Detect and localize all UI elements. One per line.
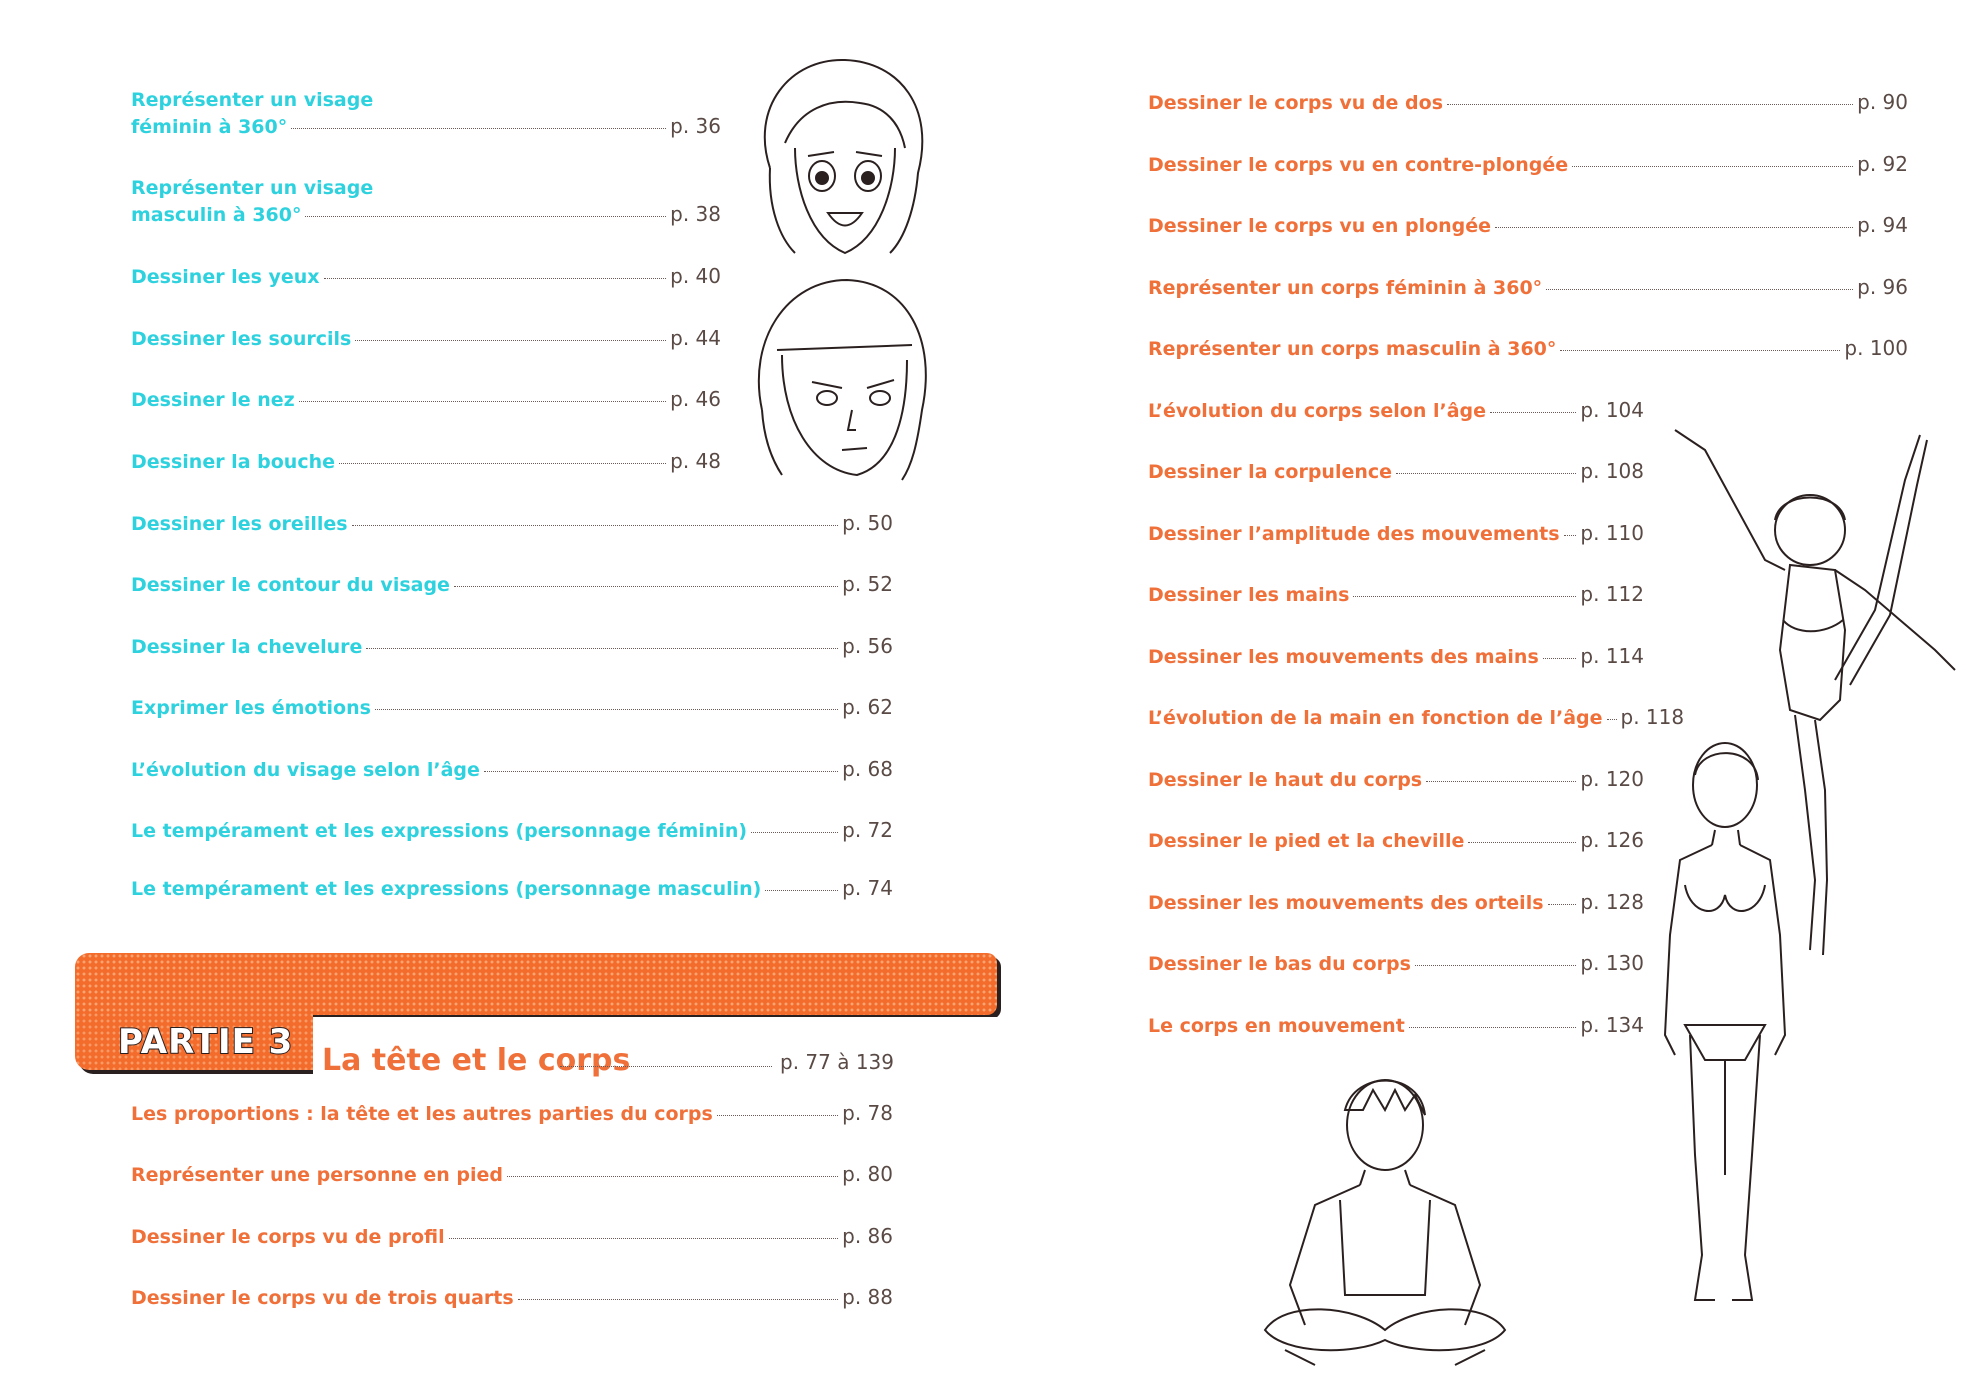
toc-entry-title: Dessiner le corps vu en plongée (1148, 215, 1492, 237)
leader-dots (1564, 535, 1577, 536)
toc-entry-title: Représenter un corps masculin à 360° (1148, 338, 1557, 360)
toc-page-number: p. 92 (1857, 152, 1908, 176)
leader-dots (484, 771, 838, 772)
toc-entry[interactable] (131, 572, 893, 597)
toc-entry[interactable] (131, 387, 721, 412)
toc-page-number: p. 96 (1857, 275, 1908, 299)
toc-entry-title: Dessiner le bas du corps (1148, 953, 1411, 975)
leader-dots (1409, 1027, 1577, 1028)
toc-page-number: p. 104 (1580, 398, 1644, 422)
toc-entry[interactable] (131, 1285, 893, 1310)
toc-entry-title: Dessiner les mouvements des mains (1148, 646, 1539, 668)
toc-entry-title: L’évolution du corps selon l’âge (1148, 400, 1487, 422)
toc-entry[interactable] (1148, 90, 1908, 115)
leader-dots (1543, 658, 1577, 659)
leader-dots (1426, 781, 1576, 782)
toc-page-number: p. 88 (842, 1285, 893, 1309)
leader-dots (1572, 166, 1853, 167)
toc-page-number: p. 38 (670, 202, 721, 226)
leader-dots (324, 278, 667, 279)
toc-page-number: p. 36 (670, 114, 721, 138)
toc-entry-title: Dessiner le corps vu de dos (1148, 92, 1444, 114)
toc-entry[interactable] (1148, 398, 1644, 423)
toc-entry-title: Dessiner la chevelure (131, 636, 363, 658)
toc-entry-title: Dessiner les yeux (131, 266, 320, 288)
toc-entry-line2: féminin à 360° (131, 116, 288, 138)
toc-entry-title: Dessiner le corps vu de profil (131, 1226, 445, 1248)
toc-entry[interactable] (1148, 275, 1908, 300)
toc-entry[interactable] (131, 511, 893, 536)
toc-entry[interactable] (1148, 767, 1644, 792)
leader-dots (355, 340, 666, 341)
leader-dots (1468, 842, 1576, 843)
leader-dots (454, 586, 838, 587)
toc-page-number: p. 126 (1580, 828, 1644, 852)
toc-entry-title: Le corps en mouvement (1148, 1015, 1405, 1037)
toc-entry[interactable] (131, 1101, 893, 1126)
toc-entry[interactable] (1148, 890, 1644, 915)
toc-page-number: p. 134 (1580, 1013, 1644, 1037)
toc-entry[interactable] (131, 876, 893, 901)
toc-page-number: p. 50 (842, 511, 893, 535)
leader-dots (560, 1066, 772, 1067)
toc-page-number: p. 90 (1857, 90, 1908, 114)
toc-entry[interactable] (131, 1162, 893, 1187)
toc-entry-title: Dessiner le pied et la cheville (1148, 830, 1465, 852)
toc-page-number: p. 128 (1580, 890, 1644, 914)
toc-entry[interactable] (1148, 152, 1908, 177)
part-page-range: p. 77 à 139 (780, 1050, 895, 1074)
leader-dots (1607, 719, 1617, 720)
toc-page-number: p. 68 (842, 757, 893, 781)
toc-entry-title: Dessiner le haut du corps (1148, 769, 1423, 791)
leader-dots (1447, 104, 1853, 105)
toc-entry[interactable] (131, 1224, 893, 1249)
toc-entry-title: Dessiner la corpulence (1148, 461, 1393, 483)
leader-dots (1548, 904, 1577, 905)
toc-page-number: p. 40 (670, 264, 721, 288)
toc-entry[interactable] (1148, 459, 1644, 484)
toc-page-number: p. 114 (1580, 644, 1644, 668)
toc-entry[interactable] (1148, 951, 1644, 976)
toc-page-number: p. 130 (1580, 951, 1644, 975)
toc-entry[interactable] (1148, 521, 1644, 546)
toc-entry-visage-masculin[interactable] (131, 175, 721, 228)
toc-page-number: p. 94 (1857, 213, 1908, 237)
toc-entry-title: Dessiner les oreilles (131, 513, 348, 535)
toc-entry-title: L’évolution de la main en fonction de l’âge (1148, 707, 1603, 729)
leader-dots (1396, 473, 1576, 474)
toc-page-number: p. 118 (1620, 705, 1685, 729)
leader-dots (1560, 350, 1840, 351)
leader-dots (375, 709, 838, 710)
part-banner (75, 953, 997, 1015)
leader-dots (1415, 965, 1577, 966)
toc-entry[interactable] (131, 326, 721, 351)
toc-page-number: p. 86 (842, 1224, 893, 1248)
toc-entry[interactable] (131, 449, 721, 474)
toc-page-number: p. 52 (842, 572, 893, 596)
toc-entry-title: Dessiner le contour du visage (131, 574, 450, 596)
leader-dots (449, 1238, 838, 1239)
leader-dots (717, 1115, 838, 1116)
leader-dots (518, 1299, 838, 1300)
toc-entry-title: Exprimer les émotions (131, 697, 371, 719)
leader-dots (751, 832, 838, 833)
toc-entry[interactable] (131, 818, 893, 843)
leader-dots (1353, 596, 1576, 597)
toc-entry-line2: masculin à 360° (131, 204, 302, 226)
leader-dots (366, 648, 838, 649)
standing-woman-swimsuit-icon (1640, 735, 1800, 1315)
toc-entry-title: Les proportions : la tête et les autres parties du corps (131, 1103, 713, 1125)
toc-page-number: p. 46 (670, 387, 721, 411)
toc-entry[interactable] (1148, 705, 1685, 730)
leader-dots (299, 401, 666, 402)
toc-entry-title: L’évolution du visage selon l’âge (131, 759, 480, 781)
leader-dots (1546, 289, 1853, 290)
toc-entry-title: Dessiner la bouche (131, 451, 335, 473)
toc-page-number: p. 108 (1580, 459, 1644, 483)
toc-entry-title: Représenter une personne en pied (131, 1164, 504, 1186)
leader-dots (765, 890, 838, 891)
toc-page-number: p. 112 (1580, 582, 1644, 606)
toc-page-number: p. 120 (1580, 767, 1644, 791)
toc-entry-title: Le tempérament et les expressions (personnage féminin) (131, 820, 748, 842)
toc-entry[interactable] (131, 757, 893, 782)
toc-page-number: p. 44 (670, 326, 721, 350)
part-title[interactable]: La tête et le corps (322, 1043, 631, 1078)
toc-entry[interactable] (131, 264, 721, 289)
toc-entry-line1: Représenter un visage (131, 89, 374, 111)
toc-entry[interactable] (1148, 213, 1908, 238)
toc-entry-title: Dessiner le nez (131, 389, 295, 411)
toc-entry-title: Représenter un corps féminin à 360° (1148, 277, 1543, 299)
toc-entry-title: Dessiner les mouvements des orteils (1148, 892, 1544, 914)
leader-dots (1490, 412, 1576, 413)
leader-dots (507, 1176, 838, 1177)
toc-page-number: p. 78 (842, 1101, 893, 1125)
toc-page-number: p. 74 (842, 876, 893, 900)
leader-dots (352, 525, 839, 526)
toc-entry-title: Dessiner les sourcils (131, 328, 352, 350)
toc-entry-title: Dessiner le corps vu en contre-plongée (1148, 154, 1569, 176)
toc-page-number: p. 72 (842, 818, 893, 842)
toc-entry[interactable] (131, 695, 893, 720)
toc-page-number: p. 100 (1844, 336, 1908, 360)
toc-entry-line1: Représenter un visage (131, 177, 374, 199)
toc-page-number: p. 110 (1580, 521, 1644, 545)
leader-dots (1495, 227, 1853, 228)
toc-entry-visage-feminin[interactable] (131, 87, 721, 140)
seated-man-crosslegged-icon (1245, 1065, 1525, 1375)
part-badge: PARTIE 3 (118, 1022, 294, 1062)
toc-entry[interactable] (1148, 1013, 1644, 1038)
toc-page-number: p. 62 (842, 695, 893, 719)
toc-entry[interactable] (1148, 336, 1908, 361)
toc-entry[interactable] (131, 634, 893, 659)
leader-dots (339, 463, 666, 464)
toc-entry[interactable] (1148, 644, 1644, 669)
toc-entry[interactable] (1148, 582, 1644, 607)
toc-entry[interactable] (1148, 828, 1644, 853)
toc-entry-title: Dessiner le corps vu de trois quarts (131, 1287, 514, 1309)
smiling-girl-head-icon (740, 48, 940, 263)
toc-page-number: p. 80 (842, 1162, 893, 1186)
toc-page-number: p. 56 (842, 634, 893, 658)
toc-entry-title: Le tempérament et les expressions (personnage masculin) (131, 878, 762, 900)
toc-entry-title: Dessiner l’amplitude des mouvements (1148, 523, 1560, 545)
toc-entry-title: Dessiner les mains (1148, 584, 1350, 606)
frowning-girl-head-icon (742, 270, 938, 490)
toc-page-number: p. 48 (670, 449, 721, 473)
